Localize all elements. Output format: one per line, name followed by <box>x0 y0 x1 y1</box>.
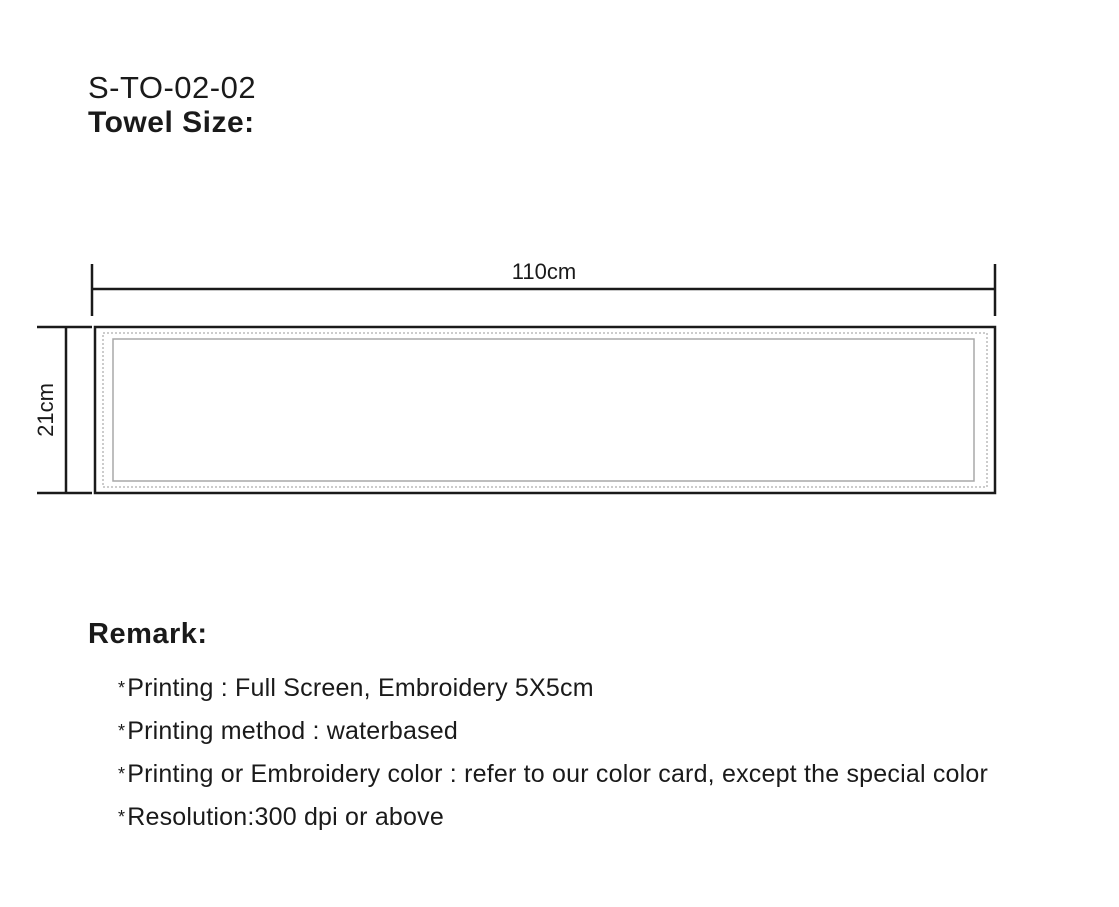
towel-outer-edge <box>95 327 995 493</box>
product-code: S-TO-02-02 <box>88 70 257 105</box>
height-dimension <box>33 327 92 493</box>
remark-item <box>118 668 988 711</box>
remark-item-text: Printing method : waterbased <box>127 717 459 745</box>
bullet-icon: * <box>118 807 126 827</box>
remark-item-text: Printing : Full Screen, Embroidery 5X5cm <box>127 674 594 702</box>
remark-item-text: Printing or Embroidery color : refer to our color card, except the special color <box>127 760 989 788</box>
remark-heading: Remark: <box>88 618 208 650</box>
width-dimension <box>92 259 995 316</box>
remark-item <box>118 754 988 797</box>
remark-list <box>118 668 988 840</box>
towel-size-heading: Towel Size: <box>88 106 255 139</box>
height-label: 21cm <box>33 383 58 437</box>
towel-outline <box>95 327 995 493</box>
bullet-icon: * <box>118 678 126 698</box>
width-label: 110cm <box>511 259 577 284</box>
remark-item <box>118 711 988 754</box>
remark-item <box>118 797 988 840</box>
remark-item-text: Resolution:300 dpi or above <box>127 803 444 831</box>
bullet-icon: * <box>118 721 126 741</box>
bullet-icon: * <box>118 764 126 784</box>
